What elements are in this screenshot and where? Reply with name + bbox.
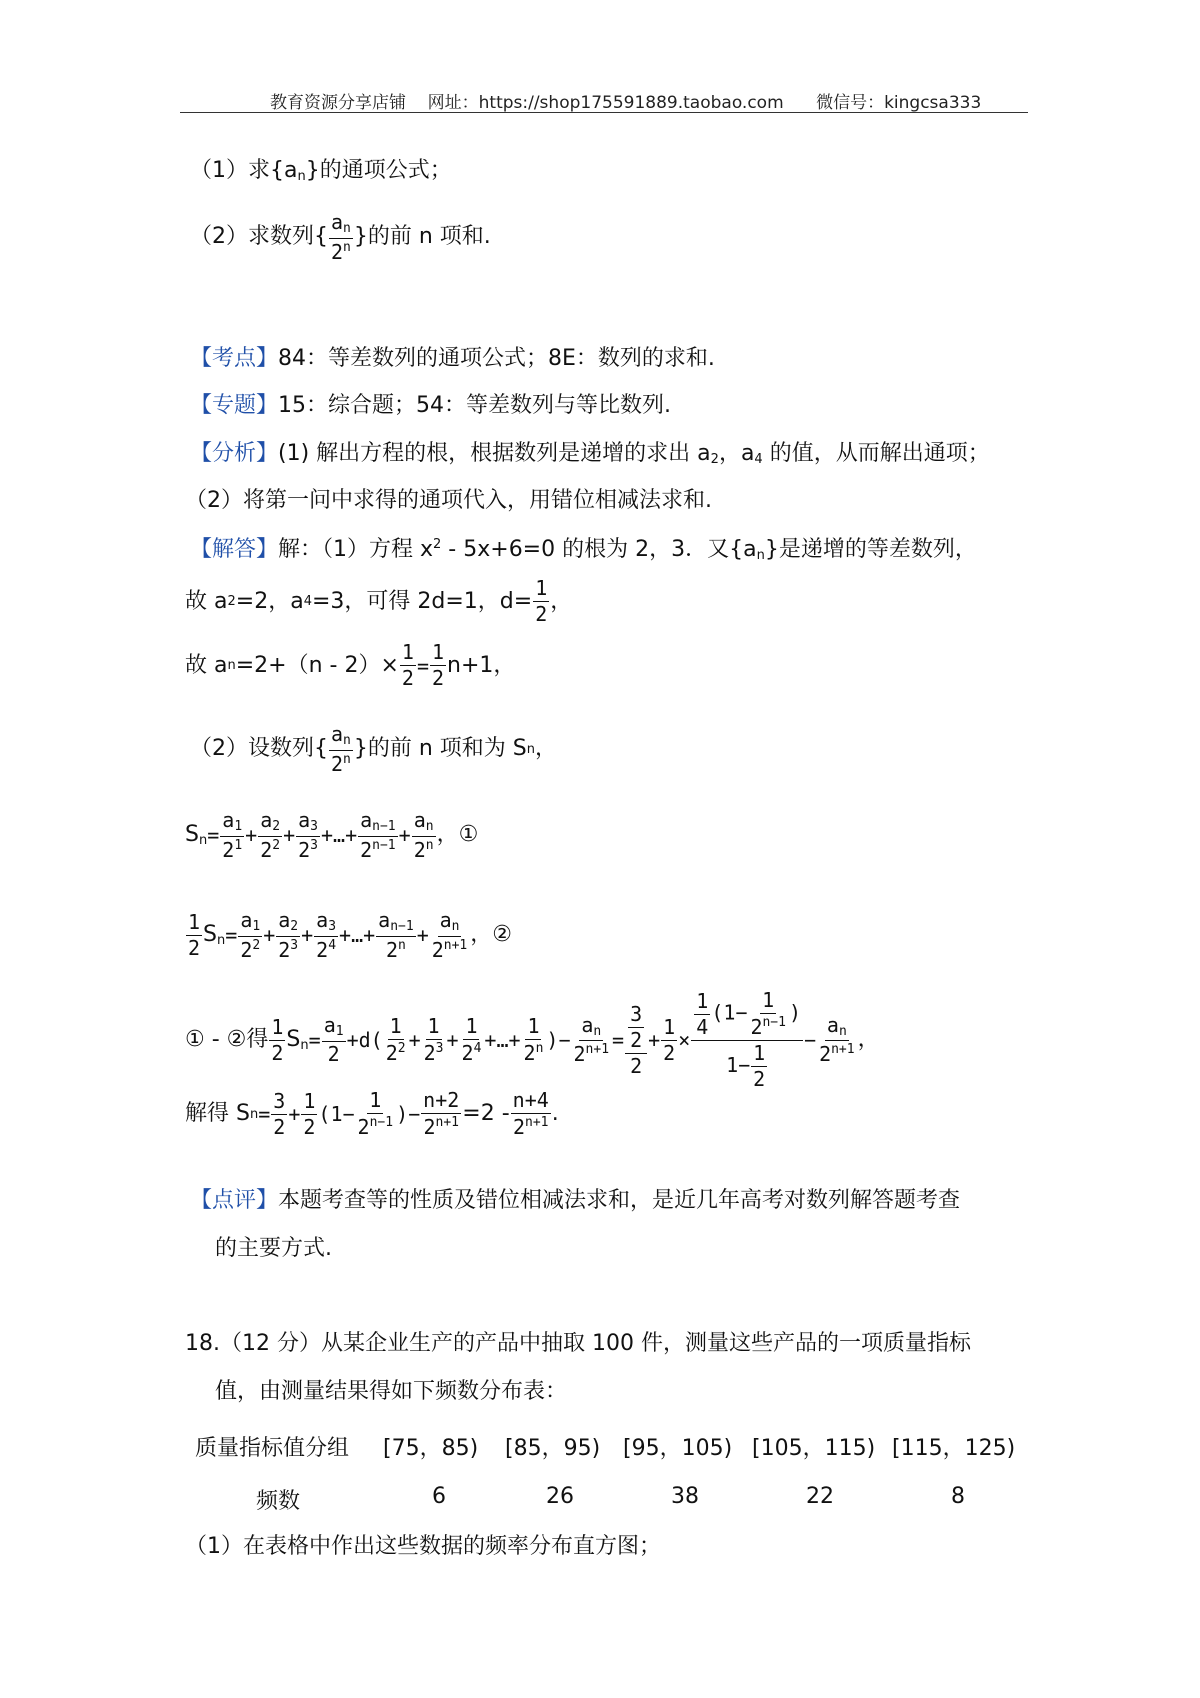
equation-2: $\frac{1}{2}$ $S_n$ = $\frac{a_1}{2^2}$ + $\frac{a_2}{2^3}$ + $\frac{a_3}{2^4}$ +…+ $\frac{a_{n-1}}{2^n}$ + $\frac{a_n}{2^{n+1}}$ ， ②	[188, 908, 513, 962]
kaodian-tag: 【考点】	[190, 346, 279, 371]
table-cell: 38	[671, 1484, 699, 1509]
jieda-line-1: 【解答】解：（1）方程 $x^2 - 5x+6=0$ 的根为 2，3．又$\{a_n\}$是递增的等差数列，	[190, 537, 977, 563]
fenxi-tag: 【分析】	[190, 441, 279, 466]
equation-1-tag: ①	[458, 822, 479, 848]
table-cell: [75，85)	[383, 1436, 479, 1461]
frequency-table-counts	[0, 1484, 1200, 1514]
header-url-label: 网址：	[427, 93, 479, 113]
question-18-1: （1）在表格中作出这些数据的频率分布直方图；	[185, 1534, 661, 1559]
kaodian-line: 【考点】84：等差数列的通项公式；8E：数列的求和.	[190, 346, 715, 371]
zhuanti-line: 【专题】15：综合题；54：等差数列与等比数列.	[190, 393, 671, 418]
dianping-line-2: 的主要方式.	[215, 1236, 332, 1261]
table-cell: [95，105)	[623, 1436, 733, 1461]
table-cell: 26	[546, 1484, 574, 1509]
header-wechat: kingcsa333	[884, 93, 982, 113]
frequency-table-groups	[0, 1431, 1200, 1461]
problem-18-line-1: 18.（12 分）从某企业生产的产品中抽取 100 件，测量这些产品的一项质量指标	[185, 1331, 971, 1356]
table-cell: [105，115)	[752, 1436, 876, 1461]
header-wechat-label: 微信号：	[816, 93, 885, 113]
jieda-tag: 【解答】	[190, 537, 279, 562]
page-header	[270, 88, 981, 113]
problem-18-line-2: 值，由测量结果得如下频数分布表：	[215, 1379, 568, 1404]
table-row-label: 质量指标值分组	[195, 1436, 350, 1461]
equation-result: 解得 S n = $\frac{3}{2}$ + $\frac{1}{2}$ (1− $\frac{1}{2^{n-1}}$ )− $\frac{n+2}{2^{n+1}}$ =2 - $\frac{n+4}{2^{n+1}}$ .	[185, 1088, 559, 1139]
solution-line-b: 故 a n =2+（n - 2）× $\frac{1}{2}$ = $\frac{1}{2}$ n+1，	[185, 640, 516, 690]
fenxi-line-2: （2）将第一问中求得的通项代入，用错位相减法求和.	[185, 488, 712, 513]
equation-1: $S_n$ = $\frac{a_1}{2^1}$ + $\frac{a_2}{2^2}$ + $\frac{a_3}{2^3}$ +…+ $\frac{a_{n-1}}{2^{n-1}}$ + $\frac{a_n}{2^n}$ ， ①	[185, 808, 479, 862]
part2-line: （2）设数列{ $\frac{a_n}{2^n}$ }的前 n 项和为 S n ，	[190, 722, 558, 776]
equation-2-tag: ②	[492, 922, 513, 948]
dianping-tag: 【点评】	[190, 1188, 279, 1213]
question-2: （2）求数列{ $\frac{a_n}{2^n}$ }的前 n 项和.	[190, 210, 491, 264]
table-cell: [85，95)	[505, 1436, 601, 1461]
zhuanti-tag: 【专题】	[190, 393, 279, 418]
table-row-label: 频数	[256, 1489, 301, 1514]
header-rule	[180, 112, 1028, 113]
dianping-line-1: 【点评】本题考查等的性质及错位相减法求和，是近几年高考对数列解答题考查	[190, 1188, 961, 1213]
fenxi-line-1: 【分析】(1) 解出方程的根，根据数列是递增的求出 $a_2$，$a_4$ 的值，从而解出通项；	[190, 441, 990, 467]
question-1: （1）求$\{a_n\}$的通项公式；	[190, 158, 452, 184]
table-cell: 8	[951, 1484, 965, 1509]
table-cell: 22	[806, 1484, 834, 1509]
table-cell: [115，125)	[892, 1436, 1016, 1461]
header-shop: 教育资源分享店铺	[270, 93, 406, 113]
table-cell: 6	[432, 1484, 446, 1509]
header-url[interactable]: https://shop175591889.taobao.com	[478, 93, 784, 113]
fraction-an-over-2n: $\frac{a_n}{2^n}$	[331, 210, 351, 264]
equation-subtract: ① - ②得 $\frac{1}{2}$ $S_n$ = $\frac{a_1}{2}$ +d( $\frac{1}{2^2}$ + $\frac{1}{2^3}$ + $\frac{1}{2^4}$ +…+ $\frac{1}{2^n}$ )− $\frac{a_n}{2^{n+1}}$ = $\frac{\frac{3}{2}}{2}$ + $\frac{1}{2}$ × $\frac{1}{4}$ (1− $\frac{1}{2^{n-1}}$ ) 1− $\frac{1}{2}$ − $\frac{a_n}{2^{n+1}}$ ，	[185, 988, 880, 1091]
solution-line-a: 故 a 2 =2，a 4 =3，可得 2d=1，d= $\frac{1}{2}$ ，	[185, 576, 573, 626]
